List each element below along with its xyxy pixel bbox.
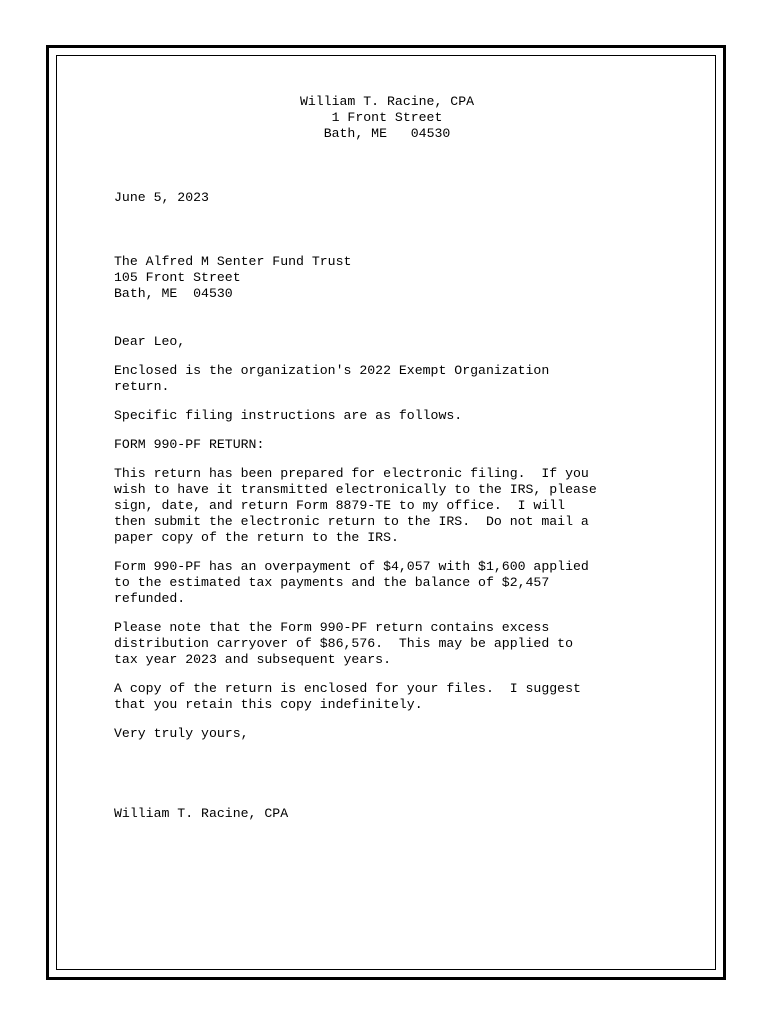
recipient-name: The Alfred M Senter Fund Trust	[114, 254, 352, 269]
paragraph-line: Specific filing instructions are as follows.	[114, 408, 463, 423]
paragraph-line: that you retain this copy indefinitely.	[114, 697, 423, 712]
paragraph-efile	[114, 466, 694, 546]
paragraph-line: Please note that the Form 990-PF return contains excess	[114, 620, 550, 635]
letterhead-city: Bath, ME 04530	[323, 126, 451, 141]
recipient-city: Bath, ME 04530	[114, 286, 233, 301]
salutation: Dear Leo,	[114, 334, 186, 349]
form-heading	[114, 437, 694, 453]
paragraph-line: distribution carryover of $86,576. This may be applied to	[114, 636, 573, 651]
paragraph-line: Enclosed is the organization's 2022 Exempt Organization	[114, 363, 550, 378]
paragraph-line: wish to have it transmitted electronically to the IRS, please	[114, 482, 597, 497]
paragraph-instructions	[114, 408, 694, 424]
letterhead	[114, 94, 660, 142]
paragraph-line: This return has been prepared for electronic filing. If you	[114, 466, 589, 481]
paragraph-line: to the estimated tax payments and the balance of $2,457	[114, 575, 550, 590]
paragraph-line: sign, date, and return Form 8879-TE to my office. I will	[114, 498, 566, 513]
paragraph-line: paper copy of the return to the IRS.	[114, 530, 399, 545]
letter-body	[114, 94, 694, 822]
paragraph-intro	[114, 363, 694, 395]
recipient-address	[114, 254, 694, 302]
signature-name: William T. Racine, CPA	[114, 806, 289, 821]
paragraph-line: return.	[114, 379, 170, 394]
paragraph-line: then submit the electronic return to the IRS. Do not mail a	[114, 514, 589, 529]
paragraph-copy	[114, 681, 694, 713]
letterhead-name: William T. Racine, CPA	[299, 94, 475, 109]
paragraph-line: Form 990-PF has an overpayment of $4,057 with $1,600 applied	[114, 559, 589, 574]
recipient-street: 105 Front Street	[114, 270, 241, 285]
paragraph-line: tax year 2023 and subsequent years.	[114, 652, 391, 667]
paragraph-line: A copy of the return is enclosed for your files. I suggest	[114, 681, 581, 696]
paragraph-line: FORM 990-PF RETURN:	[114, 437, 265, 452]
paragraph-carryover	[114, 620, 694, 668]
letter-date: June 5, 2023	[114, 190, 209, 205]
letterhead-street: 1 Front Street	[331, 110, 443, 125]
closing: Very truly yours,	[114, 726, 249, 741]
paragraph-overpayment	[114, 559, 694, 607]
paragraph-line: refunded.	[114, 591, 186, 606]
